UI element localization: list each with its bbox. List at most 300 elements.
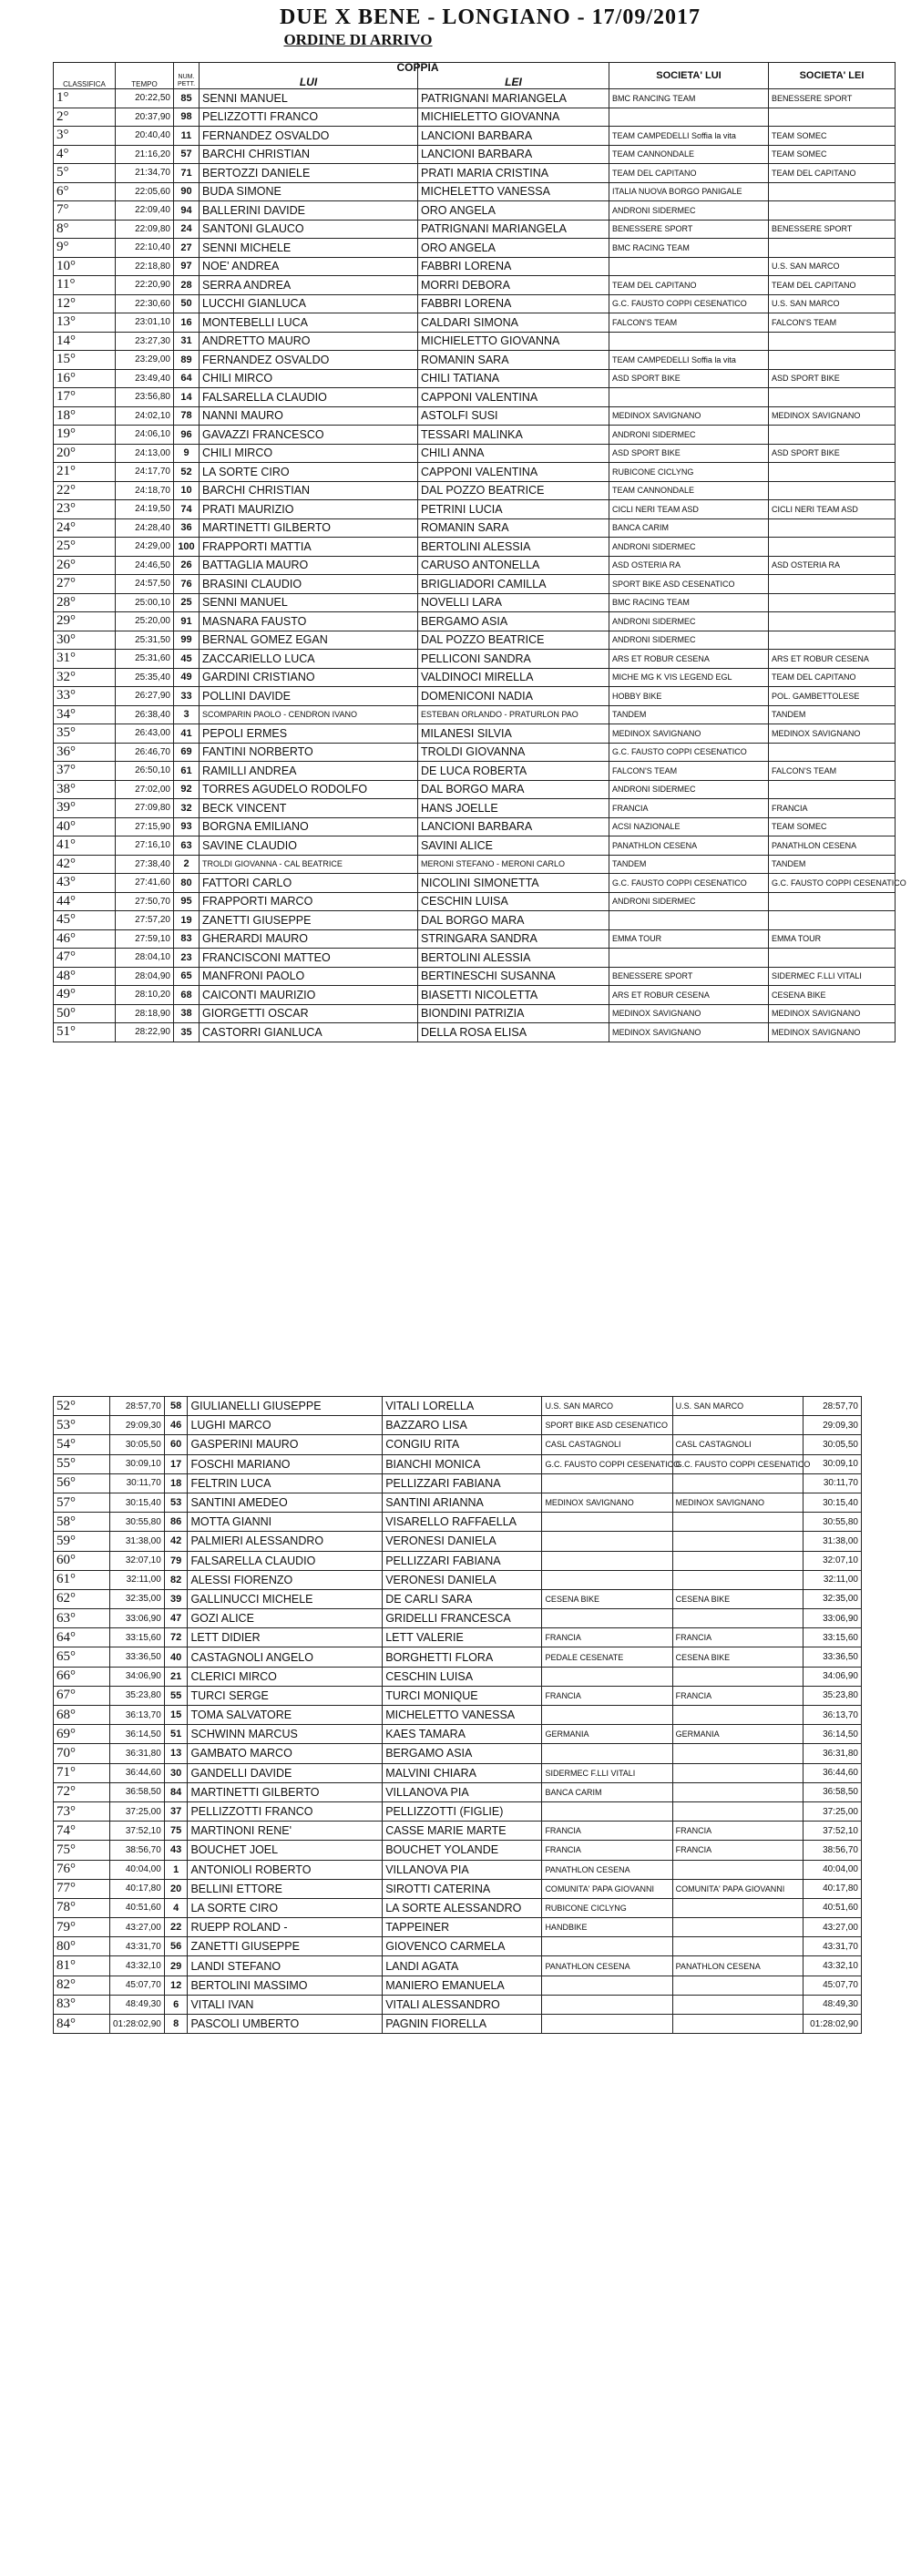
cell-lui: RAMILLI ANDREA (200, 762, 418, 781)
cell-time: 22:09,40 (116, 201, 174, 221)
cell-time-repeat: 48:49,30 (803, 1995, 861, 2014)
cell-position: 59° (54, 1532, 110, 1551)
cell-soc-lei: MEDINOX SAVIGNANO (769, 1004, 896, 1023)
cell-time: 43:32,10 (109, 1956, 164, 1976)
cell-position: 26° (54, 556, 116, 575)
cell-time: 27:41,60 (116, 874, 174, 893)
cell-soc-lei: FRANCIA (672, 1841, 803, 1860)
cell-soc-lui: ANDRONI SIDERMEC (609, 631, 769, 650)
cell-lui: GAMBATO MARCO (188, 1744, 383, 1763)
cell-position: 35° (54, 724, 116, 744)
cell-lui: MARTINETTI GILBERTO (188, 1782, 383, 1801)
cell-soc-lui: G.C. FAUSTO COPPI CESENATICO (609, 874, 769, 893)
cell-time: 20:22,50 (116, 89, 174, 108)
cell-time: 36:44,60 (109, 1763, 164, 1782)
table-row (54, 239, 896, 258)
cell-time: 01:28:02,90 (109, 2015, 164, 2034)
cell-time: 25:31,50 (116, 631, 174, 650)
cell-soc-lei (672, 1532, 803, 1551)
cell-position: 44° (54, 892, 116, 911)
cell-soc-lei: FRANCIA (672, 1822, 803, 1841)
cell-number: 50 (174, 294, 200, 313)
cell-position: 71° (54, 1763, 110, 1782)
table-row (54, 593, 896, 612)
cell-time: 26:38,40 (116, 705, 174, 724)
cell-lui: BALLERINI DAVIDE (200, 201, 418, 221)
cell-soc-lui: TEAM DEL CAPITANO (609, 276, 769, 295)
cell-time: 22:30,60 (116, 294, 174, 313)
cell-time: 25:00,10 (116, 593, 174, 612)
cell-number: 100 (174, 538, 200, 557)
cell-lei: CASSE MARIE MARTE (383, 1822, 542, 1841)
cell-position: 3° (54, 127, 116, 146)
cell-lui: GALLINUCCI MICHELE (188, 1589, 383, 1608)
cell-soc-lei: TEAM SOMEC (769, 127, 896, 146)
cell-number: 84 (164, 1782, 188, 1801)
cell-number: 80 (174, 874, 200, 893)
cell-time: 23:56,80 (116, 388, 174, 407)
cell-position: 77° (54, 1879, 110, 1898)
cell-soc-lui: ANDRONI SIDERMEC (609, 538, 769, 557)
table-row (54, 1628, 862, 1647)
cell-time-repeat: 34:06,90 (803, 1667, 861, 1686)
cell-lui: MARTINONI RENE' (188, 1822, 383, 1841)
cell-soc-lui: CICLI NERI TEAM ASD (609, 500, 769, 519)
table-row (54, 874, 896, 893)
cell-lei: PELLICONI SANDRA (418, 650, 609, 669)
cell-position: 38° (54, 780, 116, 799)
cell-soc-lei: MEDINOX SAVIGNANO (769, 406, 896, 426)
cell-lei: ASTOLFI SUSI (418, 406, 609, 426)
cell-position: 24° (54, 518, 116, 538)
cell-lei: VILLANOVA PIA (383, 1860, 542, 1879)
cell-lui: GASPERINI MAURO (188, 1435, 383, 1454)
cell-time: 24:06,10 (116, 426, 174, 445)
cell-time: 48:49,30 (109, 1995, 164, 2014)
cell-lei: VISARELLO RAFFAELLA (383, 1513, 542, 1532)
table-row (54, 1004, 896, 1023)
cell-soc-lui (542, 1706, 672, 1725)
cell-lei: GRIDELLI FRANCESCA (383, 1609, 542, 1628)
cell-soc-lui: FRANCIA (542, 1628, 672, 1647)
cell-soc-lei (672, 1918, 803, 1937)
cell-soc-lui: SPORT BIKE ASD CESENATICO (542, 1416, 672, 1435)
table-row (54, 426, 896, 445)
cell-soc-lei: FALCON'S TEAM (769, 762, 896, 781)
cell-number: 38 (174, 1004, 200, 1023)
cell-lui: SANTINI AMEDEO (188, 1493, 383, 1512)
cell-lei: CAPPONI VALENTINA (418, 388, 609, 407)
cell-soc-lei: GERMANIA (672, 1725, 803, 1744)
cell-soc-lui: BENESSERE SPORT (609, 220, 769, 239)
cell-number: 98 (174, 108, 200, 127)
cell-lei: BIASETTI NICOLETTA (418, 986, 609, 1005)
cell-lui: PELLIZZOTTI FRANCO (188, 1801, 383, 1821)
cell-time: 22:20,90 (116, 276, 174, 295)
cell-lei: VILLANOVA PIA (383, 1782, 542, 1801)
table-row (54, 388, 896, 407)
table-row (54, 257, 896, 276)
cell-lei: ESTEBAN ORLANDO - PRATURLON PAO (418, 705, 609, 724)
cell-soc-lei (672, 1551, 803, 1570)
cell-position: 5° (54, 164, 116, 183)
cell-lei: PETRINI LUCIA (418, 500, 609, 519)
cell-position: 34° (54, 705, 116, 724)
cell-time: 36:58,50 (109, 1782, 164, 1801)
cell-soc-lui: TANDEM (609, 855, 769, 874)
cell-lui: NOE' ANDREA (200, 257, 418, 276)
cell-soc-lui: ANDRONI SIDERMEC (609, 426, 769, 445)
cell-position: 75° (54, 1841, 110, 1860)
cell-lei: PELLIZZARI FABIANA (383, 1473, 542, 1493)
cell-number: 71 (174, 164, 200, 183)
table-row (54, 1782, 862, 1801)
cell-number: 47 (164, 1609, 188, 1628)
cell-soc-lei: FRANCIA (672, 1628, 803, 1647)
cell-lei: CHILI TATIANA (418, 369, 609, 388)
cell-soc-lei: TEAM DEL CAPITANO (769, 164, 896, 183)
cell-soc-lei: PANATHLON CESENA (672, 1956, 803, 1976)
cell-lei: DELLA ROSA ELISA (418, 1023, 609, 1042)
table-row (54, 1918, 862, 1937)
cell-time-repeat: 30:05,50 (803, 1435, 861, 1454)
cell-soc-lei (672, 1937, 803, 1956)
cell-soc-lui (609, 108, 769, 127)
table-row (54, 1023, 896, 1042)
cell-position: 64° (54, 1628, 110, 1647)
cell-soc-lei: FRANCIA (769, 799, 896, 818)
cell-number: 15 (164, 1706, 188, 1725)
cell-lui: GANDELLI DAVIDE (188, 1763, 383, 1782)
cell-lei: PAGNIN FIORELLA (383, 2015, 542, 2034)
cell-soc-lui: ARS ET ROBUR CESENA (609, 986, 769, 1005)
cell-number: 10 (174, 481, 200, 500)
cell-time-repeat: 35:23,80 (803, 1686, 861, 1705)
cell-time: 27:57,20 (116, 911, 174, 930)
cell-position: 9° (54, 239, 116, 258)
cell-lei: FABBRI LORENA (418, 257, 609, 276)
cell-time: 28:04,10 (116, 949, 174, 968)
cell-soc-lei (769, 911, 896, 930)
table-row (54, 444, 896, 463)
table-row (54, 1532, 862, 1551)
cell-lui: SENNI MICHELE (200, 239, 418, 258)
cell-lui: CHILI MIRCO (200, 369, 418, 388)
cell-position: 25° (54, 538, 116, 557)
cell-lui: PELIZZOTTI FRANCO (200, 108, 418, 127)
cell-position: 78° (54, 1898, 110, 1917)
cell-time: 30:09,10 (109, 1454, 164, 1473)
cell-lui: BERNAL GOMEZ EGAN (200, 631, 418, 650)
cell-position: 16° (54, 369, 116, 388)
cell-lui: BECK VINCENT (200, 799, 418, 818)
table-row (54, 351, 896, 370)
cell-lei: ORO ANGELA (418, 239, 609, 258)
cell-lui: FRAPPORTI MARCO (200, 892, 418, 911)
cell-soc-lui: ASD OSTERIA RA (609, 556, 769, 575)
cell-number: 94 (174, 201, 200, 221)
cell-position: 32° (54, 668, 116, 687)
table-row (54, 2015, 862, 2034)
cell-number: 61 (174, 762, 200, 781)
cell-number: 92 (174, 780, 200, 799)
cell-soc-lui: ANDRONI SIDERMEC (609, 780, 769, 799)
table-header-row (54, 63, 896, 89)
cell-time: 40:04,00 (109, 1860, 164, 1879)
results-table-2 (53, 1396, 862, 2034)
cell-lui: TOMA SALVATORE (188, 1706, 383, 1725)
cell-time: 32:07,10 (109, 1551, 164, 1570)
cell-number: 99 (174, 631, 200, 650)
cell-position: 43° (54, 874, 116, 893)
cell-lui: CASTORRI GIANLUCA (200, 1023, 418, 1042)
cell-lui: PEPOLI ERMES (200, 724, 418, 744)
cell-soc-lei: TEAM SOMEC (769, 817, 896, 836)
cell-soc-lui (542, 1976, 672, 1995)
cell-time: 36:13,70 (109, 1706, 164, 1725)
cell-lei: ORO ANGELA (418, 201, 609, 221)
cell-soc-lui: PANATHLON CESENA (542, 1860, 672, 1879)
cell-time: 27:16,10 (116, 836, 174, 856)
cell-soc-lui: G.C. FAUSTO COPPI CESENATICO (542, 1454, 672, 1473)
results-body-1 (54, 89, 906, 1042)
cell-soc-lui: SIDERMEC F.LLI VITALI (542, 1763, 672, 1782)
cell-position: 10° (54, 257, 116, 276)
cell-lei: TAPPEINER (383, 1918, 542, 1937)
cell-lei: NICOLINI SIMONETTA (418, 874, 609, 893)
cell-soc-lei: ASD OSTERIA RA (769, 556, 896, 575)
header-lei: LEI (418, 63, 609, 89)
cell-number: 63 (174, 836, 200, 856)
cell-number: 68 (174, 986, 200, 1005)
cell-lei: LANDI AGATA (383, 1956, 542, 1976)
cell-soc-lei (769, 780, 896, 799)
cell-lei: LA SORTE ALESSANDRO (383, 1898, 542, 1917)
table-row (54, 1551, 862, 1570)
cell-number: 36 (174, 518, 200, 538)
cell-lei: FABBRI LORENA (418, 294, 609, 313)
cell-soc-lui (609, 388, 769, 407)
cell-lui: SCHWINN MARCUS (188, 1725, 383, 1744)
cell-soc-lui: ARS ET ROBUR CESENA (609, 650, 769, 669)
cell-lei: SAVINI ALICE (418, 836, 609, 856)
cell-soc-lui: G.C. FAUSTO COPPI CESENATICO (609, 294, 769, 313)
cell-soc-lei (769, 388, 896, 407)
cell-time: 36:14,50 (109, 1725, 164, 1744)
cell-lei: PELLIZZARI FABIANA (383, 1551, 542, 1570)
cell-soc-lui: SPORT BIKE ASD CESENATICO (609, 575, 769, 594)
cell-soc-lui (542, 1995, 672, 2014)
cell-soc-lei (672, 1416, 803, 1435)
cell-time: 22:18,80 (116, 257, 174, 276)
cell-soc-lei: ASD SPORT BIKE (769, 369, 896, 388)
cell-number: 19 (174, 911, 200, 930)
table-row (54, 836, 896, 856)
cell-lei: BERGAMO ASIA (418, 612, 609, 631)
table-row (54, 220, 896, 239)
cell-lei: GIOVENCO CARMELA (383, 1937, 542, 1956)
cell-time-repeat: 45:07,70 (803, 1976, 861, 1995)
cell-time: 30:05,50 (109, 1435, 164, 1454)
cell-soc-lui: ANDRONI SIDERMEC (609, 892, 769, 911)
cell-time-repeat: 33:06,90 (803, 1609, 861, 1628)
cell-position: 63° (54, 1609, 110, 1628)
cell-soc-lei: TANDEM (769, 855, 896, 874)
cell-number: 79 (164, 1551, 188, 1570)
cell-soc-lui: TEAM CANNONDALE (609, 481, 769, 500)
cell-soc-lui: MEDINOX SAVIGNANO (542, 1493, 672, 1512)
cell-number: 72 (164, 1628, 188, 1647)
cell-soc-lui: ASD SPORT BIKE (609, 369, 769, 388)
cell-soc-lui (542, 1551, 672, 1570)
table-row (54, 705, 896, 724)
cell-number: 40 (164, 1647, 188, 1667)
cell-soc-lei (769, 892, 896, 911)
cell-position: 81° (54, 1956, 110, 1976)
table-row (54, 294, 896, 313)
table-row (54, 145, 896, 164)
cell-soc-lei (672, 1609, 803, 1628)
cell-number: 29 (164, 1956, 188, 1976)
cell-time-repeat: 33:15,60 (803, 1628, 861, 1647)
cell-soc-lei (769, 743, 896, 762)
cell-soc-lei: G.C. FAUSTO COPPI CESENATICO (672, 1454, 803, 1473)
cell-lei: LETT VALERIE (383, 1628, 542, 1647)
cell-number: 69 (174, 743, 200, 762)
cell-lui: ALESSI FIORENZO (188, 1570, 383, 1589)
cell-soc-lei: MEDINOX SAVIGNANO (672, 1493, 803, 1512)
table-row (54, 1956, 862, 1976)
cell-soc-lei (672, 1570, 803, 1589)
cell-lui: FRAPPORTI MATTIA (200, 538, 418, 557)
cell-number: 89 (174, 351, 200, 370)
cell-position: 45° (54, 911, 116, 930)
cell-lei: MERONI STEFANO - MERONI CARLO (418, 855, 609, 874)
cell-number: 16 (174, 313, 200, 333)
cell-soc-lei: G.C. FAUSTO COPPI CESENATICO (769, 874, 896, 893)
cell-number: 30 (164, 1763, 188, 1782)
cell-soc-lei: BENESSERE SPORT (769, 220, 896, 239)
cell-lui: GIULIANELLI GIUSEPPE (188, 1397, 383, 1416)
header-lui-label: LUI (299, 76, 318, 88)
table-row (54, 518, 896, 538)
cell-soc-lei (672, 1744, 803, 1763)
table-row (54, 556, 896, 575)
cell-time: 25:31,60 (116, 650, 174, 669)
table-row (54, 1667, 862, 1686)
cell-lui: MANFRONI PAOLO (200, 967, 418, 986)
cell-soc-lei (769, 949, 896, 968)
cell-number: 25 (174, 593, 200, 612)
cell-lei: KAES TAMARA (383, 1725, 542, 1744)
cell-position: 36° (54, 743, 116, 762)
table-row (54, 276, 896, 295)
cell-lei: ROMANIN SARA (418, 351, 609, 370)
cell-lei: TROLDI GIOVANNA (418, 743, 609, 762)
cell-position: 31° (54, 650, 116, 669)
cell-lei: CONGIU RITA (383, 1435, 542, 1454)
cell-soc-lui (542, 1609, 672, 1628)
table-row (54, 127, 896, 146)
cell-soc-lui: MEDINOX SAVIGNANO (609, 724, 769, 744)
cell-time-repeat: 36:14,50 (803, 1725, 861, 1744)
cell-lei: BIONDINI PATRIZIA (418, 1004, 609, 1023)
cell-lei: DE LUCA ROBERTA (418, 762, 609, 781)
cell-lei: DOMENICONI NADIA (418, 687, 609, 706)
table-row (54, 182, 896, 201)
cell-number: 27 (174, 239, 200, 258)
cell-lei: BAZZARO LISA (383, 1416, 542, 1435)
cell-lui: FOSCHI MARIANO (188, 1454, 383, 1473)
cell-soc-lei: MEDINOX SAVIGNANO (769, 724, 896, 744)
cell-soc-lei (769, 538, 896, 557)
table-row (54, 1609, 862, 1628)
cell-number: 82 (164, 1570, 188, 1589)
cell-time-repeat: 37:25,00 (803, 1801, 861, 1821)
cell-time: 23:49,40 (116, 369, 174, 388)
cell-lui: BERTOZZI DANIELE (200, 164, 418, 183)
cell-time: 32:11,00 (109, 1570, 164, 1589)
cell-lui: GAVAZZI FRANCESCO (200, 426, 418, 445)
cell-number: 53 (164, 1493, 188, 1512)
cell-number: 52 (174, 463, 200, 482)
cell-lei: BERGAMO ASIA (383, 1744, 542, 1763)
cell-number: 49 (174, 668, 200, 687)
cell-lui: GHERARDI MAURO (200, 929, 418, 949)
cell-time: 40:17,80 (109, 1879, 164, 1898)
cell-soc-lei: BENESSERE SPORT (769, 89, 896, 108)
cell-lui: GARDINI CRISTIANO (200, 668, 418, 687)
cell-time-repeat: 30:15,40 (803, 1493, 861, 1512)
cell-lui: POLLINI DAVIDE (200, 687, 418, 706)
cell-position: 66° (54, 1667, 110, 1686)
cell-soc-lui: BMC RACING TEAM (609, 239, 769, 258)
cell-time: 23:29,00 (116, 351, 174, 370)
cell-number: 37 (164, 1801, 188, 1821)
table-row (54, 1725, 862, 1744)
cell-soc-lui (542, 1532, 672, 1551)
table-row (54, 164, 896, 183)
cell-time: 27:09,80 (116, 799, 174, 818)
table-row (54, 1473, 862, 1493)
cell-lei: PELLIZZOTTI (FIGLIE) (383, 1801, 542, 1821)
cell-soc-lei: CICLI NERI TEAM ASD (769, 500, 896, 519)
cell-soc-lui (542, 1744, 672, 1763)
cell-time: 26:27,90 (116, 687, 174, 706)
header-coppia: COPPIA (396, 61, 439, 74)
table-row (54, 89, 896, 108)
table-row (54, 631, 896, 650)
cell-position: 47° (54, 949, 116, 968)
cell-soc-lui: BMC RANCING TEAM (609, 89, 769, 108)
cell-soc-lui (542, 1473, 672, 1493)
cell-soc-lei (769, 201, 896, 221)
table-row (54, 668, 896, 687)
cell-lui: LETT DIDIER (188, 1628, 383, 1647)
cell-soc-lui (542, 1667, 672, 1686)
cell-number: 18 (164, 1473, 188, 1493)
cell-soc-lei: CASL CASTAGNOLI (672, 1435, 803, 1454)
table-row (54, 1570, 862, 1589)
cell-soc-lei: TEAM DEL CAPITANO (769, 276, 896, 295)
cell-soc-lui: FRANCIA (542, 1841, 672, 1860)
cell-lei: VALDINOCI MIRELLA (418, 668, 609, 687)
cell-position: 57° (54, 1493, 110, 1512)
cell-time: 24:17,70 (116, 463, 174, 482)
cell-soc-lui (609, 257, 769, 276)
cell-lei: MICHELETTO VANESSA (383, 1706, 542, 1725)
table-row (54, 1879, 862, 1898)
